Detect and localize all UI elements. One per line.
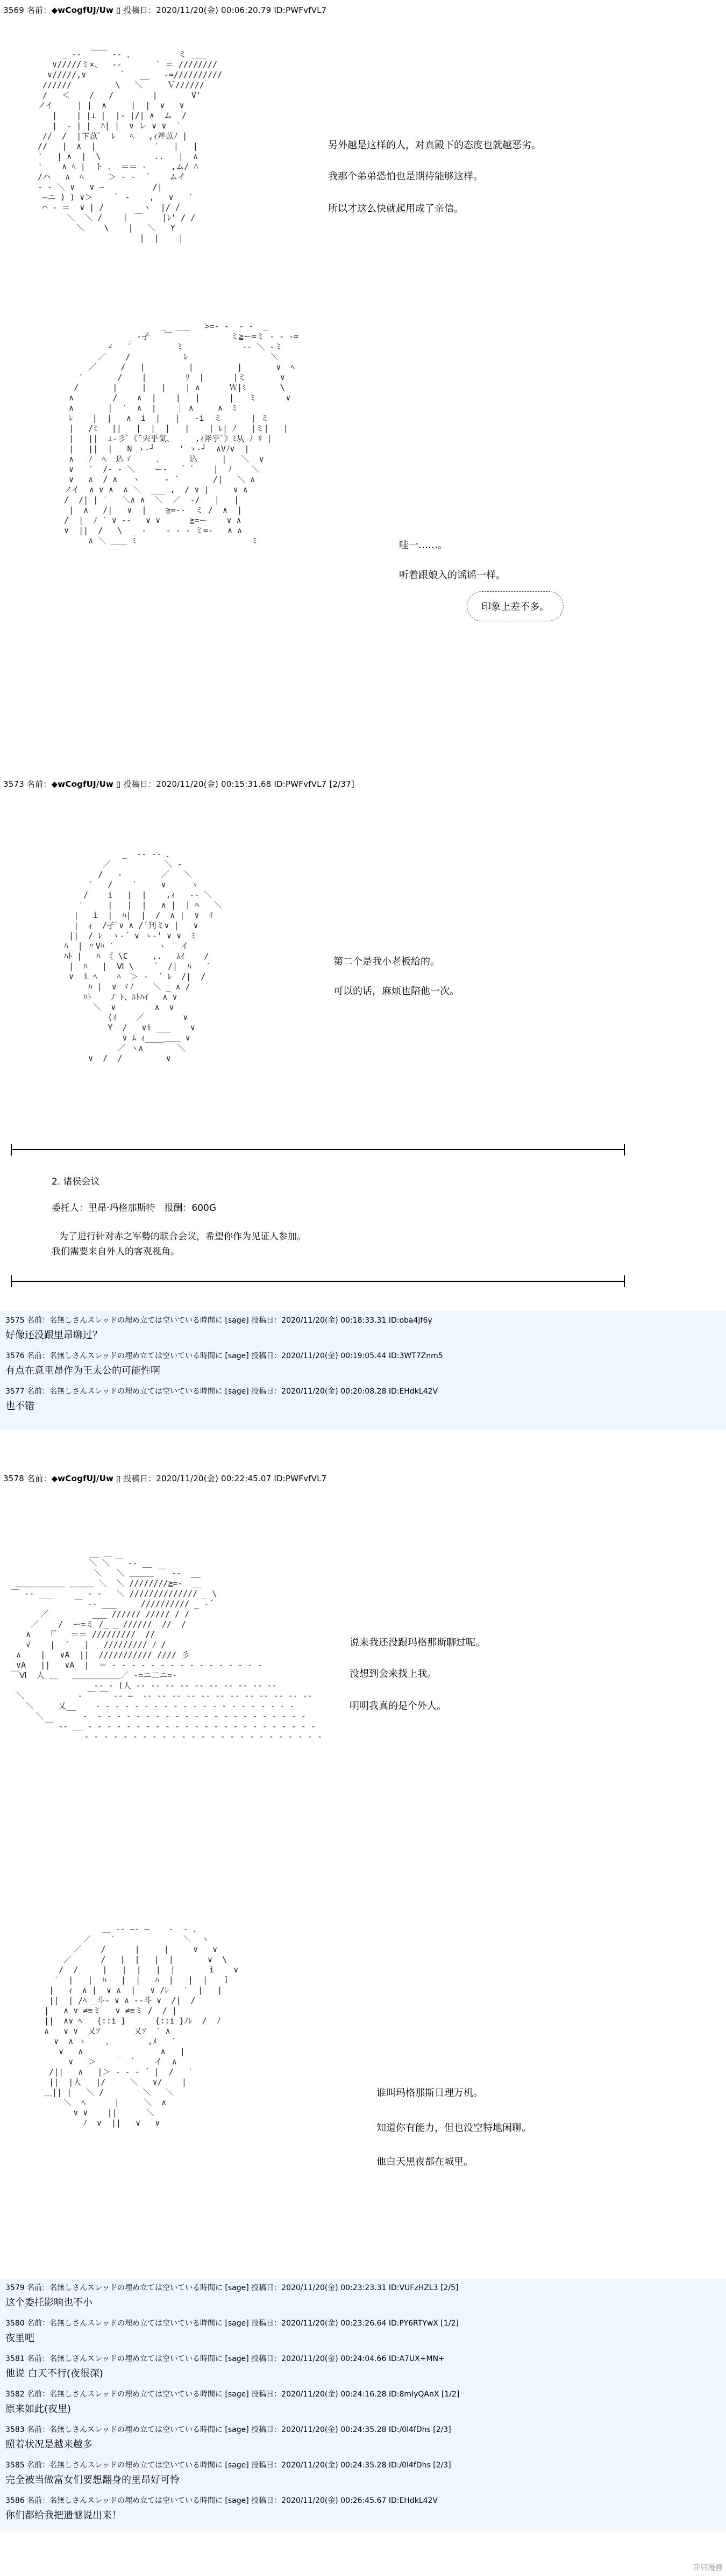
trip-glyph: ▯ (116, 1474, 121, 1483)
quest-divider-bottom (11, 1281, 625, 1282)
name-label: 名前： (27, 2426, 50, 2434)
quest-divider-top (11, 1149, 625, 1150)
name-label: 名前： (27, 1387, 50, 1396)
post-date: 2020/11/20(金) 00:24:04.66 (281, 2355, 387, 2363)
post-number: 3575 (5, 1316, 25, 1325)
mail-field: [sage] (225, 2496, 249, 2505)
response-header (5, 2424, 451, 2435)
response-item (0, 1347, 726, 1382)
mail-field: [sage] (225, 2390, 249, 2399)
response-body: 夜里吧 (5, 2333, 34, 2344)
poster-name: 名無しさんスレッドの埋め立ては空いている時間に (49, 1387, 223, 1396)
response-item (0, 2350, 726, 2385)
poster-id[interactable]: ID:PWFvfVL7 (274, 1474, 327, 1483)
name-label: 名前： (27, 2496, 50, 2505)
date-label: 投稿日： (251, 2496, 282, 2505)
name-label: 名前： (27, 2390, 50, 2399)
response-header (5, 1350, 443, 1361)
name-label: 名前： (26, 779, 52, 789)
mail-field: [sage] (225, 2426, 249, 2434)
response-header (5, 2459, 451, 2470)
post-header-3578 (3, 1473, 326, 1484)
poster-name[interactable]: ◆wCogfUJ/Uw (51, 1474, 114, 1483)
poster-id[interactable]: ID:PWFvfVL7 [2/37] (274, 779, 354, 789)
mail-field: [sage] (225, 1387, 249, 1396)
dialogue-line: 知道你有能力，但也没空特地闲聊。 (376, 2122, 531, 2134)
watermark: 开只漫画 (693, 2564, 723, 2572)
post-date: 2020/11/20(金) 00:24:35.28 (281, 2461, 387, 2470)
response-item (0, 2385, 726, 2421)
dialogue-line: 我那个弟弟恐怕也是期待能够这样。 (328, 171, 483, 182)
post-date: 2020/11/20(金) 00:22:45.07 (156, 1474, 272, 1483)
quest-desc: 我们需要来自外人的客观视角。 (52, 1246, 180, 1257)
mail-field: [sage] (225, 1352, 249, 1360)
response-list-2 (0, 2279, 726, 2531)
post-number: 3582 (5, 2390, 25, 2399)
quest-title: 2. 诸侯会议 (52, 1176, 100, 1187)
poster-name[interactable]: ◆wCogfUJ/Uw (51, 779, 114, 789)
date-label: 投稿日： (251, 1352, 282, 1360)
response-item (0, 1311, 726, 1347)
poster-name: 名無しさんスレッドの埋め立ては空いている時間に (49, 2461, 223, 2470)
name-label: 名前： (27, 2319, 50, 2328)
dialogue-line: 说来我还没跟玛格那斯聊过呢。 (350, 1637, 485, 1648)
dialogue-line: 谁叫玛格那斯日理万机。 (376, 2087, 483, 2099)
poster-id[interactable]: ID:PY6RTYwX [1/2] (388, 2319, 459, 2328)
name-label: 名前： (27, 2461, 50, 2470)
ascii-art-girl-2: _ ___ >=- ‐ ‐ - _ _ ‐孑 ￣ ミ≧ー=ミ - - ‐= ∠ ′ ミ ‐‐ ＼ -ミ ／ / ﾚ ＼ ／ / | | | ∨ ﾍ ′ / | ﾘ | |ミ ∨ / | | | | ∧ Ｗ|ﾐ \ ∧ / ∧ | | | | ミ ∨ ∧ | ′ ∧ | ｜ ∧ ∧ ﾐ ﾚ | | ∧ i | | ‐i ミ | ミ | /ﾐ || | | | | | ﾚ| ﾉ |ミ| | | || ⊥-彡ﾞ《¨宍乎気､ ,ｨ斧乎ﾞ》ﾐ从 ﾉ ﾘ | | || | N ゝ-┘ ' ゝ-┘ ∧Vﾉ∨ | ∧ ﾉ ﾍ 込ゞ ､ 込 | ＼ ∨ ∨ ′ /‐ - ＼ ー‐ ゙ ´ | ﾉ ＼ ∨ ∧ / ∧ ヽ ‐ ´ /| ＼ ∧ ノイ ∧ ∨ ∧ ∧ ＼ ___ , / ∨ | ∨ ∧ / /| | ′ ＼∧ ∧ ＼ ／ -/ | | | ∧ /| ∨ | ≧=-‐ ミ / ∧ | / | ﾉ ′ ∨ -‐ ∨ ∨ ≧=ー ∨ ∧ ∨ || / \ _ ‐ ‐ ‐ ‐ ミ=‐ ∧ ∧ ∧ ＼ ＿＿ ﾐ ﾐ (64, 321, 299, 546)
poster-name: 名無しさんスレッドの埋め立ては空いている時間に (49, 2496, 223, 2505)
post-number: 3578 (3, 1474, 24, 1483)
dialogue-line: 第二个是我小老板给的。 (333, 956, 440, 967)
poster-id[interactable]: ID:/0l4fDhs [2/3] (388, 2426, 451, 2434)
poster-id[interactable]: ID:EHdkL42V (388, 1387, 438, 1396)
name-label: 名前： (27, 1316, 50, 1325)
mail-field: [sage] (225, 2319, 249, 2328)
response-header (5, 1386, 438, 1396)
poster-name: 名無しさんスレッドの埋め立ては空いている時間に (49, 2284, 223, 2292)
response-item (0, 2314, 726, 2350)
post-number: 3583 (5, 2426, 25, 2434)
name-label: 名前： (26, 5, 52, 15)
response-body: 也不错 (5, 1401, 34, 1412)
name-label: 名前： (27, 2284, 50, 2292)
trip-glyph: ▯ (116, 779, 121, 789)
dialogue-line: 另外越是这样的人，对真殿下的态度也就越恶劣。 (328, 140, 541, 151)
poster-name: 名無しさんスレッドの埋め立ては空いている時間に (49, 2426, 223, 2434)
dialogue-line: 听着跟娘入的谣谣一样。 (399, 570, 506, 581)
poster-id[interactable]: ID:/0l4fDhs [2/3] (388, 2461, 451, 2470)
poster-id[interactable]: ID:oba4Jf6y (388, 1316, 432, 1325)
poster-id[interactable]: ID:PWFvfVL7 (274, 5, 327, 15)
date-label: 投稿日： (251, 2461, 282, 2470)
post-number: 3573 (3, 779, 24, 789)
response-body: 你们都给我把遗憾说出来！ (5, 2510, 122, 2521)
poster-id[interactable]: ID:VUFzHZL3 [2/5] (388, 2284, 459, 2292)
post-number: 3576 (5, 1352, 25, 1360)
response-body: 这个委托影响也不小 (5, 2297, 92, 2308)
post-date: 2020/11/20(金) 00:24:16.28 (281, 2390, 387, 2399)
name-label: 名前： (27, 2355, 50, 2363)
response-header (5, 2317, 459, 2328)
response-body: 有点在意里昂作为王太公的可能性啊 (5, 1365, 160, 1376)
response-body: 好像还没跟里昂聊过？ (5, 1330, 102, 1341)
ascii-art-scene-1: __ ＿ ＼ ＼ ￣ ‐- __ ＼ ＼ ＿＿＿ ￣ ‐‐ __ ＿＿＿＿＿＿ ＿＿＿ ＼ ＼ ////////≧=‐ __ ￣ ‐‐ ___ ‐ ‐ ＼ ////////////// _ \ ￣ ‐‐ ___ ////////// _ -´ ／ ___ ////// ///// / / ／ / ー=ミ /_ _ ////// // / ∧ ｢ ゙ ＝＝ ///////// // √ | ′ | ///////// ﾉ / ∧ | ∨A || /////////// //// 彡 ∨A || ∨A | ＝ ‐ ‐ ‐ ‐ ‐ ‐ ‐ ‐ ‐ ‐ ‐ ‐ ‐ ‐ ‐ ‐ ￣Ⅵ 人 ＿ ＿＿＿＿＿＿／ ‐=ニ二ニ=‐ ‐‐ ‐ (人 ‐‐ ‐‐ ‐‐ ‐‐ ‐‐ ‐‐ ‐‐ ‐‐ ‐‐ ‐‐ ＼ ‐ ￣ ￣ ‐‐ ― ‐‐ ‐‐ ‐‐ ‐‐ ‐‐ ‐‐ ‐‐ ‐‐ ‐‐ ‐‐ ‐‐ ‐‐ ＼ 乂__ ‐ ‐ ‐ ‐ ‐ ‐ ‐ ‐ ‐ ‐ ‐ ‐ ‐ ‐ ‐ ‐ ‐ ‐ ‐ ‐ ‐ ＼ ‐ ‐ ‐ ‐ ‐ ‐ ‐ ‐ ‐ ‐ ‐ ‐ ‐ ‐ ‐ ‐ ‐ ‐ ‐ ‐ ‐ ‐ ‐ ￣ ‐‐ __ ‐ ‐ ‐ ‐ ‐ ‐ ‐ ‐ ‐ ‐ ‐ ‐ ‐ ‐ ‐ ‐ ‐ ‐ ‐ ‐ ‐ ‐ ‐ ‐ ‐ ‐ ‐ ‐ ‐ ‐ ‐ ‐ ‐ ‐ ‐ ‐ ‐ ‐ ‐ ‐ ‐ ‐ ‐ ‐ ‐ ‐ ‐ ‐ ‐ (11, 1548, 322, 1741)
response-body: 他说 白天不行(夜很深) (5, 2368, 103, 2379)
ascii-art-boy: _ -‐ ‐- 、 ／ ＼ ‐ / ‐ ／ ＼ ′ / ′ ∨ ヽ / i | | ,ｨ ‐‐ ＼ ′ | | | ∧ | | ﾍ ＼ | i | ﾊ| | / ∧ | ∨ ｲ | ｨ /孑ﾞ∨ ∧ /´刋ミ∨ | ∨ || / ﾚ ゝ-´ ∨ ゝ-' ∨ ∨ ﾐ ﾊ | 〃Vﾊ ′ ヽ ′ イ ﾊﾄ | ﾊ 《 \C ,. ﾑｲ / | ﾊ | Ⅵ \ ´ /| ﾊ ′ ∨ i ﾍ ﾊ ＞ ‐ ´ ﾚ /| / ﾊ | ∨ ゞﾉ ＼ _ ∧ / ﾊﾄ ﾉ ﾄ、ﾙﾄﾊｲ ∧ ∨ ＼ ∨ ∧ ∨ (ｲ ／ ∨ Y / ∨i ___ ∨ ∨ ﾑ ｨ____＿＿ ∨ ／ ヽ∧ ＼ ∨ / / ∨ (64, 849, 222, 1063)
post-date: 2020/11/20(金) 00:26:45.67 (281, 2496, 387, 2505)
response-body: 完全被当做富女们要想翻身的里昂好可怜 (5, 2474, 180, 2486)
poster-name: 名無しさんスレッドの埋め立ては空いている時間に (49, 2355, 223, 2363)
response-body: 照着状况是越来越多 (5, 2439, 92, 2450)
mail-field: [sage] (225, 2355, 249, 2363)
date-label: 投稿日： (123, 5, 156, 15)
post-date: 2020/11/20(金) 00:15:31.68 (156, 779, 272, 789)
quest-desc: 为了进行针对赤之军勢的联合会议，希望你作为见证人参加。 (59, 1231, 306, 1242)
post-date: 2020/11/20(金) 00:23:23.31 (281, 2284, 387, 2292)
poster-id[interactable]: ID:EHdkL42V (388, 2496, 438, 2505)
response-header (5, 2353, 445, 2364)
date-label: 投稿日： (123, 779, 156, 789)
quest-client: 委托人：里昂·玛格那斯特 报酬：600G (52, 1203, 217, 1214)
post-date: 2020/11/20(金) 00:23:26.64 (281, 2319, 387, 2328)
mail-field: [sage] (225, 1316, 249, 1325)
date-label: 投稿日： (251, 1387, 282, 1396)
response-list-1 (0, 1311, 726, 1430)
dialogue-line: 没想到会来找上我。 (350, 1668, 437, 1680)
response-item (0, 2279, 726, 2314)
date-label: 投稿日： (251, 2355, 282, 2363)
post-date: 2020/11/20(金) 00:20:08.28 (281, 1387, 387, 1396)
date-label: 投稿日： (251, 2426, 282, 2434)
post-date: 2020/11/20(金) 00:24:35.28 (281, 2426, 387, 2434)
response-header (5, 2495, 438, 2506)
poster-id[interactable]: ID:A7UX+MN+ (388, 2355, 445, 2363)
mail-field: [sage] (225, 2461, 249, 2470)
response-body: 原来如此(夜里) (5, 2403, 72, 2415)
response-header (5, 2282, 458, 2293)
response-item (0, 2421, 726, 2456)
post-number: 3586 (5, 2496, 25, 2505)
poster-name: 名無しさんスレッドの埋め立ては空いている時間に (49, 1316, 223, 1325)
dialogue-line: 他白天黑夜都在城里。 (376, 2156, 473, 2168)
poster-id[interactable]: ID:8mIyQAnX [1/2] (388, 2390, 460, 2399)
trip-glyph: ▯ (116, 5, 121, 15)
dialogue-line: 所以才这么快就起用成了亲信。 (328, 203, 464, 214)
post-header-3573 (3, 778, 354, 790)
dialogue-line: 明明我真的是个外人。 (350, 1700, 446, 1712)
poster-id[interactable]: ID:3WT7Znm5 (388, 1352, 443, 1360)
date-label: 投稿日： (251, 1316, 282, 1325)
post-date: 2020/11/20(金) 00:06:20.79 (156, 5, 272, 15)
ascii-art-girl-1: _ -‐ ￣￣ ‐- 、 ミ ___ ∨/////ミ×、 ‐‐ ` ＝ //////// ∨/////,∨ ` __ -=////////// ////// \ ＼ Ｖ////// / ＜ / / | V' ノイ | | ∧ | | ∨ ∨ | | |⊥ | |‐ |/| ∧ ム / | ‐ | | ﾊ| | ∨ レ ∨ ∨ ′ // / |卞苡ﾞ ﾚ ﾍ ,ｨ斧苡ﾉ | // | ∧ | ′ | | ' | ∧ | \ .. | ∧ ' ∧ ﾍ | ト 、 ＝＝ ‐ ,ム/ ﾊ /ハ ∧ ﾍ ＞ ‐ - ´ ムイ ‐ - ＼ ∨ ∨ ― /| ―ニ ) ) ∨＞ ｀ ‐ , ∨ ′ ⌒ ‐ ＝ ∨ | / ヽ |/ / ＼ ＼ / ｜ ￣ |ﾚ' / / ＼ \ | ＼ Y | | | (38, 49, 223, 243)
response-header (5, 2388, 459, 2399)
date-label: 投稿日： (251, 2284, 282, 2292)
dialogue-line: 哇一……。 (399, 540, 447, 551)
name-label: 名前： (27, 1352, 50, 1360)
response-header (5, 1315, 432, 1325)
post-header-3569 (3, 4, 326, 16)
poster-name: 名無しさんスレッドの埋め立ては空いている時間に (49, 2390, 223, 2399)
post-number: 3585 (5, 2461, 25, 2470)
poster-name: 名無しさんスレッドの埋め立ては空いている時間に (49, 2319, 223, 2328)
post-number: 3579 (5, 2284, 25, 2292)
post-number: 3577 (5, 1387, 25, 1396)
date-label: 投稿日： (251, 2390, 282, 2399)
name-label: 名前： (26, 1474, 52, 1483)
speech-bubble: 印象上差不多。 (467, 591, 564, 621)
ascii-art-scene-2: ＿ ‐‐ ―‐ ― ‐ ‐ 、 ／ ′ ＼ ヽ ／ / | | ∨ ∨ ／ / | | | | ∨ \ / / | | | | | i ∨ ′ | | ﾊ | | ﾊ | | | ｌ | ｨ ∧ | ∨ ∧ | ∨ /ﾚ ′ | | || | /ﾍ _斗‐ ∨ ∧ ‐-斗 ∨ /| / | ∧ ∨ ≠≡ミ ∨ ≠≡ミ / / | || ∧∨ ﾍ {::i } {::i }ﾉﾚ / ﾉ ∧ ∨ ∨ 乂ｿ 乂ｿ ′ ∧ ∨ ∧ ゝ 、 ,ﾒ ′ ∨ ∧ _ ∧ | ∨ ＞ ´ イ ∧ /|| ∧ |＞ ‐ ‐ ‐ ´ | / ′ || |人 |/ ＼ ∨/ | ＿|| | ＼ / ＼ ＼ ＼ ﾍ | ＼ ∧ ∨ ∨ || ＼ ﾉ ∨ || ∨ ∨ (44, 1924, 239, 2128)
post-number: 3581 (5, 2355, 25, 2363)
post-date: 2020/11/20(金) 00:18:33.31 (281, 1316, 387, 1325)
date-label: 投稿日： (123, 1474, 156, 1483)
response-item (0, 1382, 726, 1418)
mail-field: [sage] (225, 2284, 249, 2292)
poster-name[interactable]: ◆wCogfUJ/Uw (51, 5, 114, 15)
post-date: 2020/11/20(金) 00:19:05.44 (281, 1352, 387, 1360)
post-number: 3580 (5, 2319, 25, 2328)
dialogue-line: 可以的话，麻烦也陪他一次。 (333, 986, 459, 997)
response-item (0, 2456, 726, 2492)
date-label: 投稿日： (251, 2319, 282, 2328)
response-item (0, 2492, 726, 2527)
post-number: 3569 (3, 5, 24, 15)
poster-name: 名無しさんスレッドの埋め立ては空いている時間に (49, 1352, 223, 1360)
